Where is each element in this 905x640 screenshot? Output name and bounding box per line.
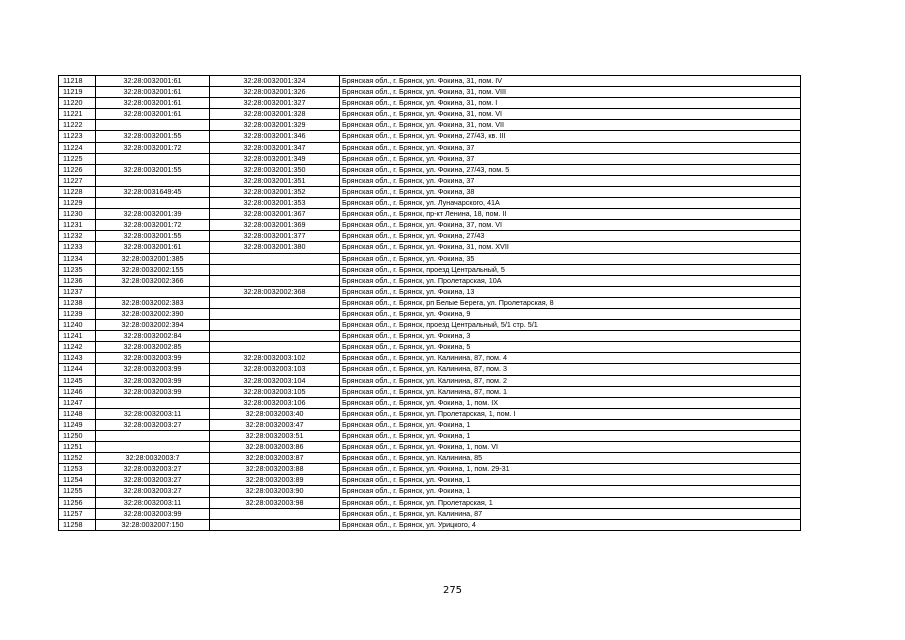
row-number-cell: 11231 <box>59 220 96 231</box>
row-number-cell: 11232 <box>59 231 96 242</box>
object-cadastral-number-cell: 32:28:0032003:105 <box>210 386 340 397</box>
address-cell: Брянская обл., г. Брянск, ул. Фокина, 1, пом. 29-31 <box>340 464 801 475</box>
row-number-cell: 11252 <box>59 453 96 464</box>
parent-cadastral-number-cell: 32:28:0032001:61 <box>96 242 210 253</box>
parent-cadastral-number-cell <box>96 120 210 131</box>
object-cadastral-number-cell: 32:28:0032003:104 <box>210 375 340 386</box>
parent-cadastral-number-cell <box>96 397 210 408</box>
table-row <box>59 475 801 486</box>
parent-cadastral-number-cell: 32:28:0032002:155 <box>96 264 210 275</box>
row-number-cell: 11219 <box>59 87 96 98</box>
parent-cadastral-number-cell: 32:28:0032001:385 <box>96 253 210 264</box>
page-number: 275 <box>442 585 463 596</box>
object-cadastral-number-cell <box>210 297 340 308</box>
parent-cadastral-number-cell: 32:28:0032003:99 <box>96 386 210 397</box>
address-cell: Брянская обл., г. Брянск, ул. Фокина, 3 <box>340 331 801 342</box>
object-cadastral-number-cell: 32:28:0032003:86 <box>210 442 340 453</box>
address-cell: Брянская обл., г. Брянск, ул. Фокина, 38 <box>340 186 801 197</box>
object-cadastral-number-cell: 32:28:0032001:351 <box>210 175 340 186</box>
row-number-cell: 11229 <box>59 198 96 209</box>
table-row <box>59 308 801 319</box>
object-cadastral-number-cell: 32:28:0032001:329 <box>210 120 340 131</box>
parent-cadastral-number-cell <box>96 442 210 453</box>
object-cadastral-number-cell: 32:28:0032003:40 <box>210 408 340 419</box>
address-cell: Брянская обл., г. Брянск, ул. Пролетарская, 10А <box>340 275 801 286</box>
parent-cadastral-number-cell: 32:28:0032001:61 <box>96 98 210 109</box>
table-row <box>59 286 801 297</box>
table-row <box>59 175 801 186</box>
parent-cadastral-number-cell: 32:28:0032003:99 <box>96 508 210 519</box>
parent-cadastral-number-cell <box>96 175 210 186</box>
address-cell: Брянская обл., г. Брянск, ул. Фокина, 37 <box>340 142 801 153</box>
table-row <box>59 198 801 209</box>
object-cadastral-number-cell: 32:28:0032003:51 <box>210 431 340 442</box>
row-number-cell: 11228 <box>59 186 96 197</box>
address-cell: Брянская обл., г. Брянск, ул. Калинина, 87, пом. 2 <box>340 375 801 386</box>
table-row <box>59 386 801 397</box>
table-row <box>59 508 801 519</box>
object-cadastral-number-cell: 32:28:0032003:90 <box>210 486 340 497</box>
address-cell: Брянская обл., г. Брянск, ул. Калинина, 87, пом. 3 <box>340 364 801 375</box>
row-number-cell: 11244 <box>59 364 96 375</box>
object-cadastral-number-cell: 32:28:0032003:102 <box>210 353 340 364</box>
object-cadastral-number-cell: 32:28:0032001:326 <box>210 87 340 98</box>
row-number-cell: 11233 <box>59 242 96 253</box>
address-cell: Брянская обл., г. Брянск, ул. Фокина, 1, пом. IX <box>340 397 801 408</box>
parent-cadastral-number-cell: 32:28:0032003:27 <box>96 475 210 486</box>
table-row <box>59 486 801 497</box>
address-cell: Брянская обл., г. Брянск, ул. Урицкого, 4 <box>340 519 801 530</box>
row-number-cell: 11242 <box>59 342 96 353</box>
row-number-cell: 11246 <box>59 386 96 397</box>
parent-cadastral-number-cell: 32:28:0032002:394 <box>96 320 210 331</box>
address-cell: Брянская обл., г. Брянск, ул. Фокина, 5 <box>340 342 801 353</box>
row-number-cell: 11257 <box>59 508 96 519</box>
object-cadastral-number-cell: 32:28:0032003:98 <box>210 497 340 508</box>
row-number-cell: 11255 <box>59 486 96 497</box>
parent-cadastral-number-cell: 32:28:0032002:383 <box>96 297 210 308</box>
address-cell: Брянская обл., г. Брянск, ул. Фокина, 37 <box>340 175 801 186</box>
parent-cadastral-number-cell <box>96 198 210 209</box>
parent-cadastral-number-cell: 32:28:0032003:27 <box>96 486 210 497</box>
parent-cadastral-number-cell: 32:28:0032003:99 <box>96 364 210 375</box>
object-cadastral-number-cell <box>210 320 340 331</box>
table-row <box>59 364 801 375</box>
table-row <box>59 497 801 508</box>
parent-cadastral-number-cell: 32:28:0032007:150 <box>96 519 210 530</box>
row-number-cell: 11226 <box>59 164 96 175</box>
table-row <box>59 442 801 453</box>
object-cadastral-number-cell: 32:28:0032001:327 <box>210 98 340 109</box>
object-cadastral-number-cell: 32:28:0032001:352 <box>210 186 340 197</box>
address-cell: Брянская обл., г. Брянск, ул. Фокина, 27/43 <box>340 231 801 242</box>
object-cadastral-number-cell: 32:28:0032001:328 <box>210 109 340 120</box>
object-cadastral-number-cell: 32:28:0032001:369 <box>210 220 340 231</box>
table-row <box>59 242 801 253</box>
object-cadastral-number-cell: 32:28:0032003:88 <box>210 464 340 475</box>
address-cell: Брянская обл., г. Брянск, ул. Фокина, 31, пом. I <box>340 98 801 109</box>
parent-cadastral-number-cell <box>96 431 210 442</box>
parent-cadastral-number-cell: 32:28:0032002:366 <box>96 275 210 286</box>
object-cadastral-number-cell: 32:28:0032001:349 <box>210 153 340 164</box>
row-number-cell: 11238 <box>59 297 96 308</box>
table-row <box>59 431 801 442</box>
parent-cadastral-number-cell: 32:28:0032001:61 <box>96 109 210 120</box>
object-cadastral-number-cell: 32:28:0032003:103 <box>210 364 340 375</box>
table-row <box>59 419 801 430</box>
row-number-cell: 11235 <box>59 264 96 275</box>
table-row <box>59 275 801 286</box>
row-number-cell: 11234 <box>59 253 96 264</box>
address-cell: Брянская обл., г. Брянск, ул. Фокина, 37 <box>340 153 801 164</box>
address-cell: Брянская обл., г. Брянск, ул. Фокина, 31, пом. VI <box>340 109 801 120</box>
table-row <box>59 264 801 275</box>
object-cadastral-number-cell: 32:28:0032002:368 <box>210 286 340 297</box>
table-row <box>59 109 801 120</box>
address-cell: Брянская обл., г. Брянск, ул. Фокина, 31, пом. VII <box>340 120 801 131</box>
object-cadastral-number-cell <box>210 253 340 264</box>
object-cadastral-number-cell: 32:28:0032003:106 <box>210 397 340 408</box>
parent-cadastral-number-cell: 32:28:0032002:390 <box>96 308 210 319</box>
row-number-cell: 11245 <box>59 375 96 386</box>
parent-cadastral-number-cell: 32:28:0032002:84 <box>96 331 210 342</box>
object-cadastral-number-cell: 32:28:0032001:324 <box>210 76 340 87</box>
parent-cadastral-number-cell: 32:28:0032003:7 <box>96 453 210 464</box>
parent-cadastral-number-cell: 32:28:0032001:72 <box>96 220 210 231</box>
row-number-cell: 11241 <box>59 331 96 342</box>
parent-cadastral-number-cell: 32:28:0032001:39 <box>96 209 210 220</box>
row-number-cell: 11254 <box>59 475 96 486</box>
table-row <box>59 375 801 386</box>
row-number-cell: 11236 <box>59 275 96 286</box>
object-cadastral-number-cell: 32:28:0032003:89 <box>210 475 340 486</box>
object-cadastral-number-cell <box>210 508 340 519</box>
table-row <box>59 342 801 353</box>
cadastral-table <box>58 75 801 531</box>
row-number-cell: 11222 <box>59 120 96 131</box>
row-number-cell: 11223 <box>59 131 96 142</box>
object-cadastral-number-cell: 32:28:0032001:380 <box>210 242 340 253</box>
address-cell: Брянская обл., г. Брянск, ул. Фокина, 1 <box>340 486 801 497</box>
parent-cadastral-number-cell <box>96 286 210 297</box>
object-cadastral-number-cell: 32:28:0032003:87 <box>210 453 340 464</box>
row-number-cell: 11218 <box>59 76 96 87</box>
table-row <box>59 153 801 164</box>
table-row <box>59 131 801 142</box>
object-cadastral-number-cell: 32:28:0032001:347 <box>210 142 340 153</box>
parent-cadastral-number-cell: 32:28:0031649:45 <box>96 186 210 197</box>
address-cell: Брянская обл., г. Брянск, ул. Фокина, 31, пом. XVII <box>340 242 801 253</box>
address-cell: Брянская обл., г. Брянск, ул. Пролетарская, 1 <box>340 497 801 508</box>
table-row <box>59 331 801 342</box>
address-cell: Брянская обл., г. Брянск, пр-кт Ленина, 18, пом. II <box>340 209 801 220</box>
row-number-cell: 11250 <box>59 431 96 442</box>
row-number-cell: 11258 <box>59 519 96 530</box>
address-cell: Брянская обл., г. Брянск, ул. Калинина, 85 <box>340 453 801 464</box>
table-row <box>59 408 801 419</box>
table-row <box>59 98 801 109</box>
parent-cadastral-number-cell: 32:28:0032003:27 <box>96 419 210 430</box>
parent-cadastral-number-cell: 32:28:0032003:99 <box>96 375 210 386</box>
parent-cadastral-number-cell: 32:28:0032003:99 <box>96 353 210 364</box>
parent-cadastral-number-cell: 32:28:0032003:11 <box>96 497 210 508</box>
parent-cadastral-number-cell: 32:28:0032003:11 <box>96 408 210 419</box>
address-cell: Брянская обл., г. Брянск, ул. Фокина, 1 <box>340 475 801 486</box>
row-number-cell: 11256 <box>59 497 96 508</box>
address-cell: Брянская обл., г. Брянск, ул. Фокина, 27/43, кв. III <box>340 131 801 142</box>
address-cell: Брянская обл., г. Брянск, ул. Калинина, 87, пом. 4 <box>340 353 801 364</box>
address-cell: Брянская обл., г. Брянск, ул. Фокина, 27/43, пом. 5 <box>340 164 801 175</box>
parent-cadastral-number-cell: 32:28:0032001:72 <box>96 142 210 153</box>
row-number-cell: 11251 <box>59 442 96 453</box>
address-cell: Брянская обл., г. Брянск, ул. Фокина, 9 <box>340 308 801 319</box>
table-row <box>59 353 801 364</box>
table-row <box>59 142 801 153</box>
parent-cadastral-number-cell: 32:28:0032001:55 <box>96 231 210 242</box>
row-number-cell: 11230 <box>59 209 96 220</box>
address-cell: Брянская обл., г. Брянск, ул. Пролетарская, 1, пом. I <box>340 408 801 419</box>
table-body <box>59 76 801 531</box>
table-row <box>59 76 801 87</box>
row-number-cell: 11248 <box>59 408 96 419</box>
row-number-cell: 11249 <box>59 419 96 430</box>
row-number-cell: 11243 <box>59 353 96 364</box>
object-cadastral-number-cell: 32:28:0032001:346 <box>210 131 340 142</box>
row-number-cell: 11225 <box>59 153 96 164</box>
object-cadastral-number-cell <box>210 331 340 342</box>
parent-cadastral-number-cell: 32:28:0032002:85 <box>96 342 210 353</box>
table-row <box>59 519 801 530</box>
object-cadastral-number-cell: 32:28:0032001:350 <box>210 164 340 175</box>
parent-cadastral-number-cell: 32:28:0032001:55 <box>96 164 210 175</box>
object-cadastral-number-cell <box>210 342 340 353</box>
address-cell: Брянская обл., г. Брянск, ул. Фокина, 31, пом. VIII <box>340 87 801 98</box>
object-cadastral-number-cell: 32:28:0032001:377 <box>210 231 340 242</box>
table-row <box>59 297 801 308</box>
address-cell: Брянская обл., г. Брянск, рп Белые Берега, ул. Пролетарская, 8 <box>340 297 801 308</box>
address-cell: Брянская обл., г. Брянск, ул. Фокина, 1 <box>340 431 801 442</box>
table-row <box>59 120 801 131</box>
table-row <box>59 186 801 197</box>
address-cell: Брянская обл., г. Брянск, ул. Фокина, 31, пом. IV <box>340 76 801 87</box>
row-number-cell: 11220 <box>59 98 96 109</box>
table-row <box>59 253 801 264</box>
parent-cadastral-number-cell <box>96 153 210 164</box>
address-cell: Брянская обл., г. Брянск, ул. Калинина, 87, пом. 1 <box>340 386 801 397</box>
row-number-cell: 11221 <box>59 109 96 120</box>
row-number-cell: 11237 <box>59 286 96 297</box>
parent-cadastral-number-cell: 32:28:0032001:61 <box>96 87 210 98</box>
row-number-cell: 11224 <box>59 142 96 153</box>
row-number-cell: 11240 <box>59 320 96 331</box>
object-cadastral-number-cell <box>210 275 340 286</box>
parent-cadastral-number-cell: 32:28:0032001:55 <box>96 131 210 142</box>
address-cell: Брянская обл., г. Брянск, ул. Луначарского, 41А <box>340 198 801 209</box>
table-row <box>59 220 801 231</box>
table-row <box>59 320 801 331</box>
table-row <box>59 87 801 98</box>
object-cadastral-number-cell <box>210 264 340 275</box>
address-cell: Брянская обл., г. Брянск, проезд Центральный, 5 <box>340 264 801 275</box>
table-row <box>59 397 801 408</box>
address-cell: Брянская обл., г. Брянск, ул. Фокина, 13 <box>340 286 801 297</box>
table-row <box>59 209 801 220</box>
address-cell: Брянская обл., г. Брянск, ул. Калинина, 87 <box>340 508 801 519</box>
object-cadastral-number-cell: 32:28:0032001:367 <box>210 209 340 220</box>
row-number-cell: 11227 <box>59 175 96 186</box>
object-cadastral-number-cell: 32:28:0032001:353 <box>210 198 340 209</box>
table-row <box>59 164 801 175</box>
object-cadastral-number-cell <box>210 519 340 530</box>
table-row <box>59 453 801 464</box>
parent-cadastral-number-cell: 32:28:0032003:27 <box>96 464 210 475</box>
address-cell: Брянская обл., г. Брянск, проезд Центральный, 5/1 стр. 5/1 <box>340 320 801 331</box>
row-number-cell: 11247 <box>59 397 96 408</box>
address-cell: Брянская обл., г. Брянск, ул. Фокина, 1, пом. VI <box>340 442 801 453</box>
row-number-cell: 11239 <box>59 308 96 319</box>
table-row <box>59 464 801 475</box>
address-cell: Брянская обл., г. Брянск, ул. Фокина, 35 <box>340 253 801 264</box>
object-cadastral-number-cell: 32:28:0032003:47 <box>210 419 340 430</box>
parent-cadastral-number-cell: 32:28:0032001:61 <box>96 76 210 87</box>
row-number-cell: 11253 <box>59 464 96 475</box>
object-cadastral-number-cell <box>210 308 340 319</box>
address-cell: Брянская обл., г. Брянск, ул. Фокина, 1 <box>340 419 801 430</box>
table-row <box>59 231 801 242</box>
address-cell: Брянская обл., г. Брянск, ул. Фокина, 37, пом. VI <box>340 220 801 231</box>
